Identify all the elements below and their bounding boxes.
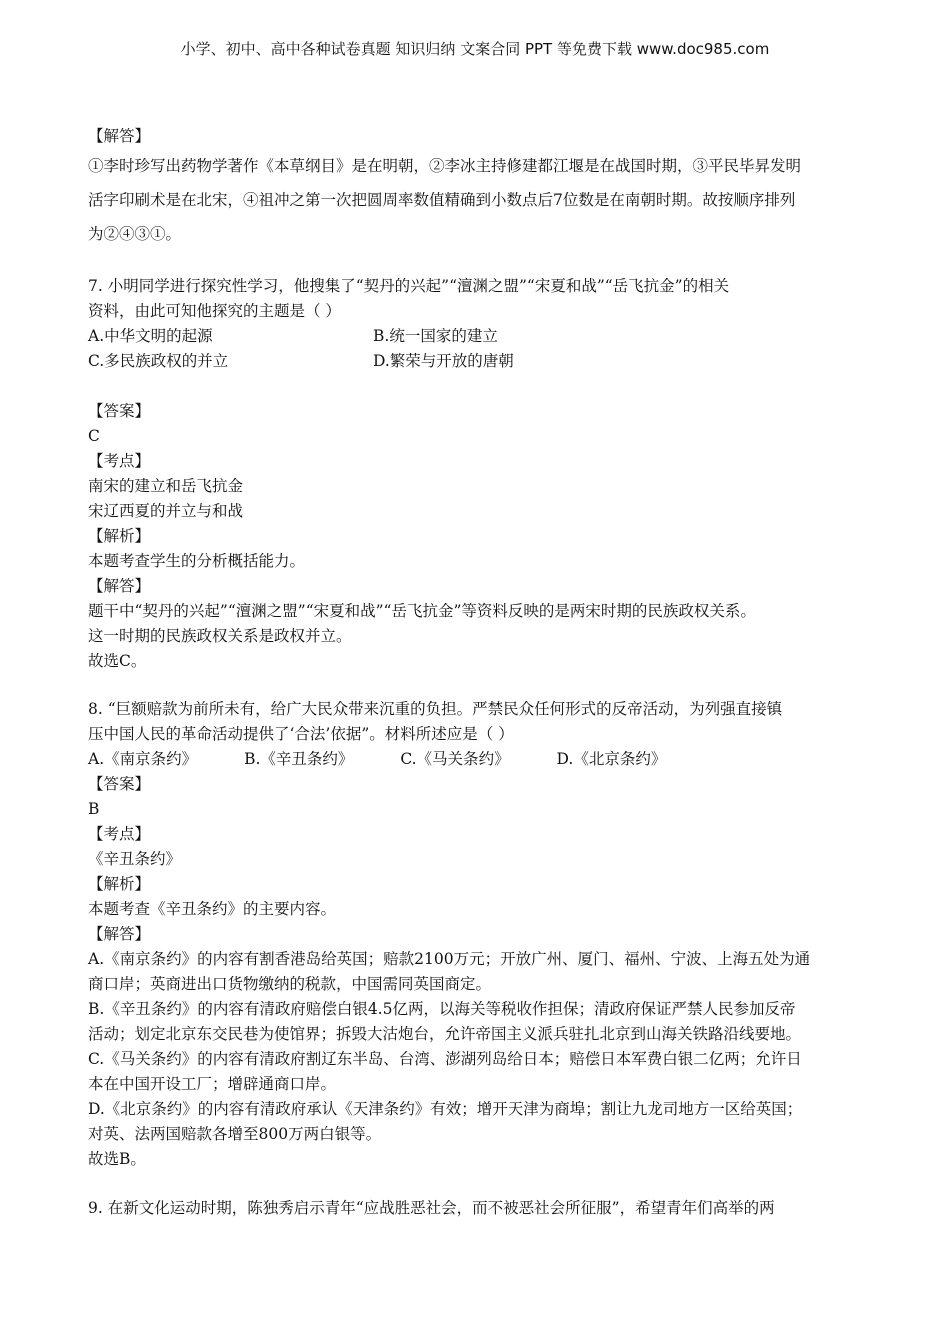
q7-option-d: D.繁荣与开放的唐朝	[373, 352, 514, 370]
q8-answer-label: 【答案】	[88, 775, 151, 793]
q7-options-row	[88, 349, 878, 374]
q7-point: 南宋的建立和岳飞抗金	[88, 477, 244, 495]
q8-analysis: 本题考查《辛丑条约》的主要内容。	[88, 900, 337, 918]
q8-answer: B	[88, 800, 100, 818]
q6-block	[88, 124, 878, 251]
q8-option-b: B.《辛丑条约》	[244, 750, 354, 768]
q7-solution-label: 【解答】	[88, 577, 151, 595]
q8-solution-line: 活动；划定北京东交民巷为使馆界；拆毁大沽炮台，允许帝国主义派兵驻扎北京到山海关铁路沿线要地。	[88, 1025, 802, 1043]
q7-solution-line: 这一时期的民族政权关系是政权并立。	[88, 627, 352, 645]
q8-solution-line: 本在中国开设工厂；增辟通商口岸。	[88, 1075, 337, 1093]
q8-point: 《辛丑条约》	[88, 850, 182, 868]
q8-solution-line: D.《北京条约》的内容有清政府承认《天津条约》有效；增开天津为商埠；割让九龙司地方一区给英国；	[88, 1100, 803, 1118]
q8-solution-line: 对英、法两国赔款各增至800万两白银等。	[88, 1125, 382, 1143]
q8-analysis-label: 【解析】	[88, 875, 151, 893]
q9-block	[88, 1196, 878, 1221]
q7-answer-label: 【答案】	[88, 402, 151, 420]
q7-analysis: 本题考查学生的分析概括能力。	[88, 552, 306, 570]
q8-stem-line: 8. “巨额赔款为前所未有，给广大民众带来沉重的负担。严禁民众任何形式的反帝活动，为列强直接镇	[88, 700, 783, 718]
q8-solution-label: 【解答】	[88, 925, 151, 943]
q8-solution-line: B.《辛丑条约》的内容有清政府赔偿白银4.5亿两，以海关等税收作担保；清政府保证严禁人民参加反帝	[88, 1000, 796, 1018]
q7-option-b: B.统一国家的建立	[373, 327, 498, 345]
page-header: 小学、初中、高中各种试卷真题 知识归纳 文案合同 PPT 等免费下载 www.doc985.com	[180, 40, 770, 58]
q7-block	[88, 274, 878, 674]
q8-stem-line: 压中国人民的革命活动提供了‘合法’依据”。材料所述应是（ ）	[88, 725, 514, 743]
q8-option-c: C.《马关条约》	[400, 750, 510, 768]
q7-option-a: A.中华文明的起源	[88, 327, 213, 345]
q8-solution-line: 故选B。	[88, 1150, 146, 1168]
q6-solution-line: ①李时珍写出药物学著作《本草纲目》是在明朝，②李冰主持修建都江堰是在战国时期，③平民毕昇发明	[88, 157, 802, 175]
q8-option-a: A.《南京条约》	[88, 750, 198, 768]
q7-solution-line: 题干中“契丹的兴起”“澶渊之盟”“宋夏和战”“岳飞抗金”等资料反映的是两宋时期的民族政权关系。	[88, 602, 756, 620]
q7-solution-line: 故选C。	[88, 652, 147, 670]
q6-solution-line: 活字印刷术是在北宋，④祖冲之第一次把圆周率数值精确到小数点后7位数是在南朝时期。故按顺序排列	[88, 191, 796, 209]
q8-solution-line: 商口岸；英商进出口货物缴纳的税款，中国需同英国商定。	[88, 975, 492, 993]
q6-solution-line: 为②④③①。	[88, 225, 182, 243]
q7-point-label: 【考点】	[88, 452, 151, 470]
q9-stem-line: 9. 在新文化运动时期，陈独秀启示青年“应战胜恶社会，而不被恶社会所征服”，希望青年们高举的两	[88, 1199, 775, 1217]
q7-option-c: C.多民族政权的并立	[88, 352, 229, 370]
q8-solution-line: A.《南京条约》的内容有割香港岛给英国；赔款2100万元；开放广州、厦门、福州、宁波、上海五处为通	[88, 950, 811, 968]
q8-block	[88, 697, 878, 1172]
q8-solution-line: C.《马关条约》的内容有清政府割辽东半岛、台湾、澎湖列岛给日本；赔偿日本军费白银二亿两；允许日	[88, 1050, 802, 1068]
q7-answer: C	[88, 427, 100, 445]
q8-option-d: D.《北京条约》	[556, 750, 667, 768]
q7-options-row	[88, 324, 878, 349]
q8-point-label: 【考点】	[88, 825, 151, 843]
q7-stem-line: 资料，由此可知他探究的主题是（ ）	[88, 302, 341, 320]
q7-analysis-label: 【解析】	[88, 527, 151, 545]
q7-stem-line: 7. 小明同学进行探究性学习，他搜集了“契丹的兴起”“澶渊之盟”“宋夏和战”“岳飞抗金”的相关	[88, 277, 730, 295]
q7-point: 宋辽西夏的并立与和战	[88, 502, 244, 520]
q6-solution-label: 【解答】	[88, 127, 151, 145]
q8-options-row	[88, 747, 878, 772]
